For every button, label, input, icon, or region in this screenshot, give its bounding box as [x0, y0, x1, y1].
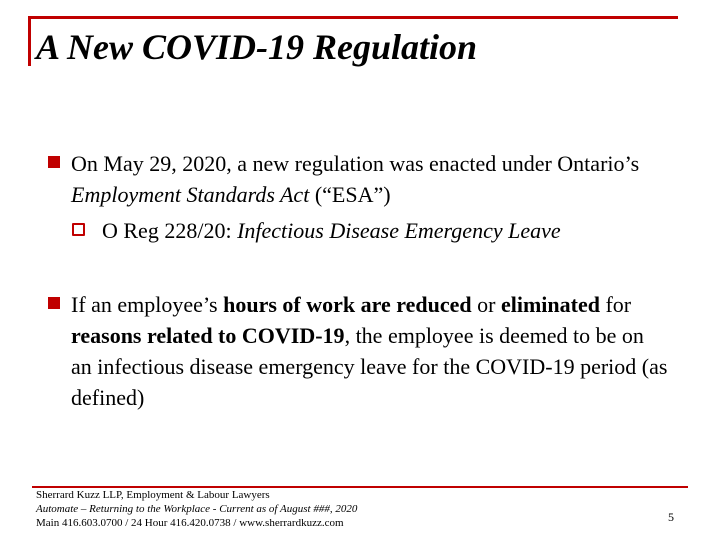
- footer-presentation: Automate – Returning to the Workplace - Current as of August ###, 2020: [36, 503, 358, 515]
- bullet-hours-reduced: [48, 289, 668, 413]
- page-number: 5: [668, 510, 674, 524]
- bullet-text: If an employee’s hours of work are reduced or eliminated for reasons related to COVID-19, the employee is deemed to be on an infectious disease emergency leave for the COVID-19 period (as defined): [71, 292, 668, 410]
- footer-firm: Sherrard Kuzz LLP, Employment & Labour Lawyers: [36, 489, 270, 501]
- bullet-text: On May 29, 2020, a new regulation was enacted under Ontario’s Employment Standards Act (“ESA”): [71, 151, 640, 207]
- sub-bullet-regulation: [72, 215, 672, 246]
- leave-name: Infectious Disease Emergency Leave: [237, 218, 561, 243]
- emphasis-covid-reasons: reasons related to COVID-19: [71, 323, 345, 348]
- sub-bullet-text: O Reg 228/20: Infectious Disease Emergency Leave: [102, 218, 561, 243]
- act-name: Employment Standards Act: [71, 182, 310, 207]
- footer: [36, 488, 357, 530]
- title-rule-left: [28, 16, 31, 66]
- bullet-regulation-enacted: [48, 148, 668, 210]
- footer-contact: Main 416.603.0700 / 24 Hour 416.420.0738 / www.sherrardkuzz.com: [36, 517, 344, 529]
- square-bullet-icon: [48, 297, 60, 309]
- hollow-square-bullet-icon: [72, 223, 85, 236]
- slide-title: A New COVID-19 Regulation: [36, 27, 478, 67]
- emphasis-eliminated: eliminated: [500, 292, 600, 317]
- title-rule-top: [28, 16, 678, 19]
- emphasis-hours-reduced: hours of work are reduced: [223, 292, 472, 317]
- square-bullet-icon: [48, 156, 60, 168]
